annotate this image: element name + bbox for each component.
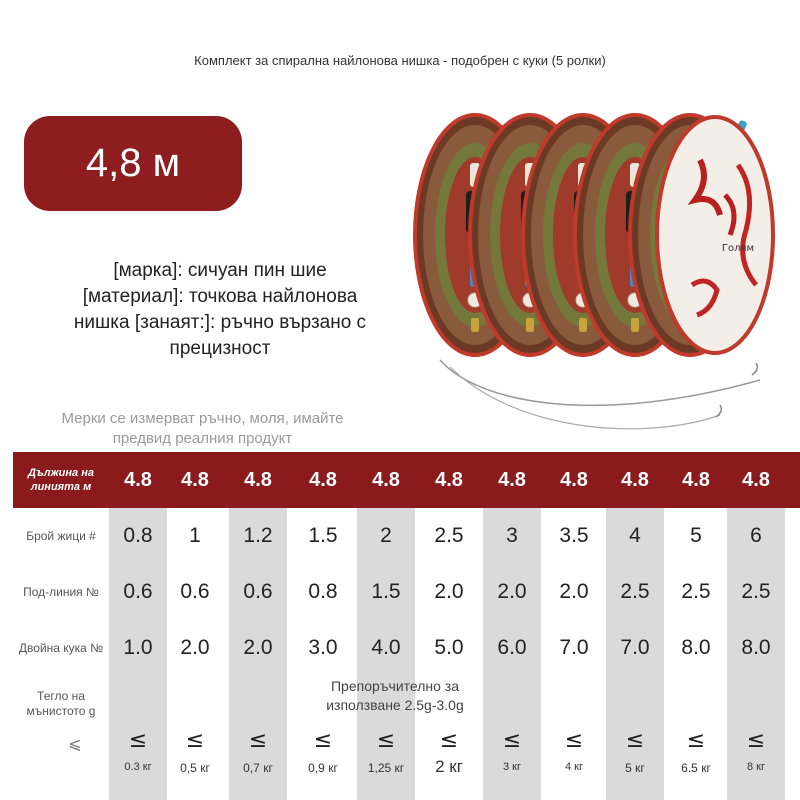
line-count-cell: 0.8: [123, 524, 153, 547]
max-weight-label: 1,25 кг: [367, 761, 405, 775]
header-length-value: 4.8: [742, 469, 770, 491]
line-count-cell: 1.2: [243, 524, 273, 547]
line-count-cell: 1.5: [308, 524, 338, 547]
line-count-cell: 3.5: [559, 524, 589, 547]
max-weight-label: 2 кг: [435, 757, 463, 776]
double-hook-cell: 8.0: [741, 636, 771, 659]
header-length-value: 4.8: [309, 469, 337, 491]
sub-line-cell: 2.0: [559, 580, 589, 603]
max-weight-label: 0.3 кг: [124, 761, 152, 773]
bead-recommendation: Препоръчително за използване 2.5g-3.0g: [326, 678, 464, 713]
line-count-cell: 3: [506, 524, 518, 547]
sub-line-cell: 2.5: [741, 580, 771, 603]
less-equal-symbol: ≤: [502, 728, 522, 753]
double-hook-cell: 7.0: [559, 636, 589, 659]
max-weight-label: 3 кг: [503, 761, 521, 773]
sub-line-cell: 0.6: [180, 580, 210, 603]
less-equal-symbol: ≤: [625, 728, 645, 753]
sub-line-cell: 2.5: [681, 580, 711, 603]
less-equal-symbol: ≤: [746, 728, 766, 753]
header-length-value: 4.8: [372, 469, 400, 491]
less-equal-symbol: ≤: [564, 728, 584, 753]
swivel-icon: [526, 318, 534, 332]
header-length-value: 4.8: [621, 469, 649, 491]
header-length-value: 4.8: [244, 469, 272, 491]
row-label-double-hook: Двойна кука №: [18, 640, 104, 655]
header-length-value: 4.8: [435, 469, 463, 491]
max-weight-label: 6.5 кг: [681, 761, 711, 775]
spec-table: [0, 452, 800, 800]
sub-line-cell: 2.5: [620, 580, 650, 603]
note-line: Мерки се измерват ръчно, моля, имайте: [61, 410, 344, 427]
less-equal-symbol: ≤: [439, 728, 459, 753]
weight-row-icon: ⩽: [68, 734, 82, 753]
line-count-cell: 1: [189, 524, 201, 547]
line-count-cell: 4: [629, 524, 641, 547]
spool-face: [657, 117, 773, 353]
max-weight-label: 4 кг: [565, 761, 583, 773]
row-label-sub-line: Под-линия №: [23, 584, 99, 599]
fishing-line-spools-image: [400, 105, 800, 445]
spec-line: [материал]: точкова найлонова: [82, 286, 358, 307]
max-weight-label: 5 кг: [625, 761, 645, 775]
leader-line: [440, 360, 760, 405]
header-length-value: 4.8: [181, 469, 209, 491]
double-hook-cell: 5.0: [434, 636, 464, 659]
sub-line-cell: 1.5: [371, 580, 401, 603]
header-label: Дължина на линията м: [28, 467, 94, 493]
double-hook-cell: 8.0: [681, 636, 711, 659]
double-hook-cell: 6.0: [497, 636, 527, 659]
line-count-cell: 5: [690, 524, 702, 547]
less-equal-symbol: ≤: [686, 728, 706, 753]
double-hook-cell: 2.0: [243, 636, 273, 659]
sub-line-cell: 2.0: [434, 580, 464, 603]
spec-line: нишка [занаят:]: ръчно вързано с: [73, 312, 367, 333]
double-hook-cell: 7.0: [620, 636, 650, 659]
sub-line-cell: 0.6: [123, 580, 153, 603]
header-length-value: 4.8: [560, 469, 588, 491]
product-specs: [40, 258, 400, 362]
double-hook-cell: 3.0: [308, 636, 338, 659]
hook-icon: [716, 405, 721, 417]
less-equal-symbol: ≤: [128, 728, 148, 753]
header-length-value: 4.8: [682, 469, 710, 491]
swivel-icon: [631, 318, 639, 332]
less-equal-symbol: ≤: [376, 728, 396, 753]
swivel-icon: [471, 318, 479, 332]
spec-line: прецизност: [169, 338, 271, 359]
max-weight-label: 8 кг: [747, 761, 765, 773]
hook-icon: [752, 363, 757, 375]
measurement-note: [30, 409, 375, 449]
less-equal-symbol: ≤: [313, 728, 333, 753]
spool-logo-text: Голям: [721, 243, 755, 254]
length-badge: 4,8 м: [24, 116, 242, 211]
double-hook-cell: 1.0: [123, 636, 153, 659]
header-length-value: 4.8: [124, 469, 152, 491]
double-hook-cell: 2.0: [180, 636, 210, 659]
line-count-cell: 2: [380, 524, 392, 547]
max-weight-label: 0,7 кг: [243, 761, 273, 775]
swivel-icon: [579, 318, 587, 332]
header-length-value: 4.8: [498, 469, 526, 491]
less-equal-symbol: ≤: [185, 728, 205, 753]
double-hook-cell: 4.0: [371, 636, 401, 659]
max-weight-label: 0,9 кг: [308, 761, 338, 775]
line-count-cell: 2.5: [434, 524, 464, 547]
sub-line-cell: 2.0: [497, 580, 527, 603]
line-count-cell: 6: [750, 524, 762, 547]
sub-line-cell: 0.8: [308, 580, 338, 603]
row-label-bead-weight: Тегло на мънистото g: [26, 689, 96, 718]
less-equal-symbol: ≤: [248, 728, 268, 753]
note-line: предвид реалния продукт: [112, 430, 293, 447]
row-label-line-count: Брой жици #: [26, 528, 96, 543]
max-weight-label: 0,5 кг: [180, 761, 210, 775]
page-title: Комплект за спирална найлонова нишка - подобрен с куки (5 ролки): [194, 53, 606, 68]
sub-line-cell: 0.6: [243, 580, 273, 603]
spec-line: [марка]: сичуан пин шие: [113, 260, 327, 281]
